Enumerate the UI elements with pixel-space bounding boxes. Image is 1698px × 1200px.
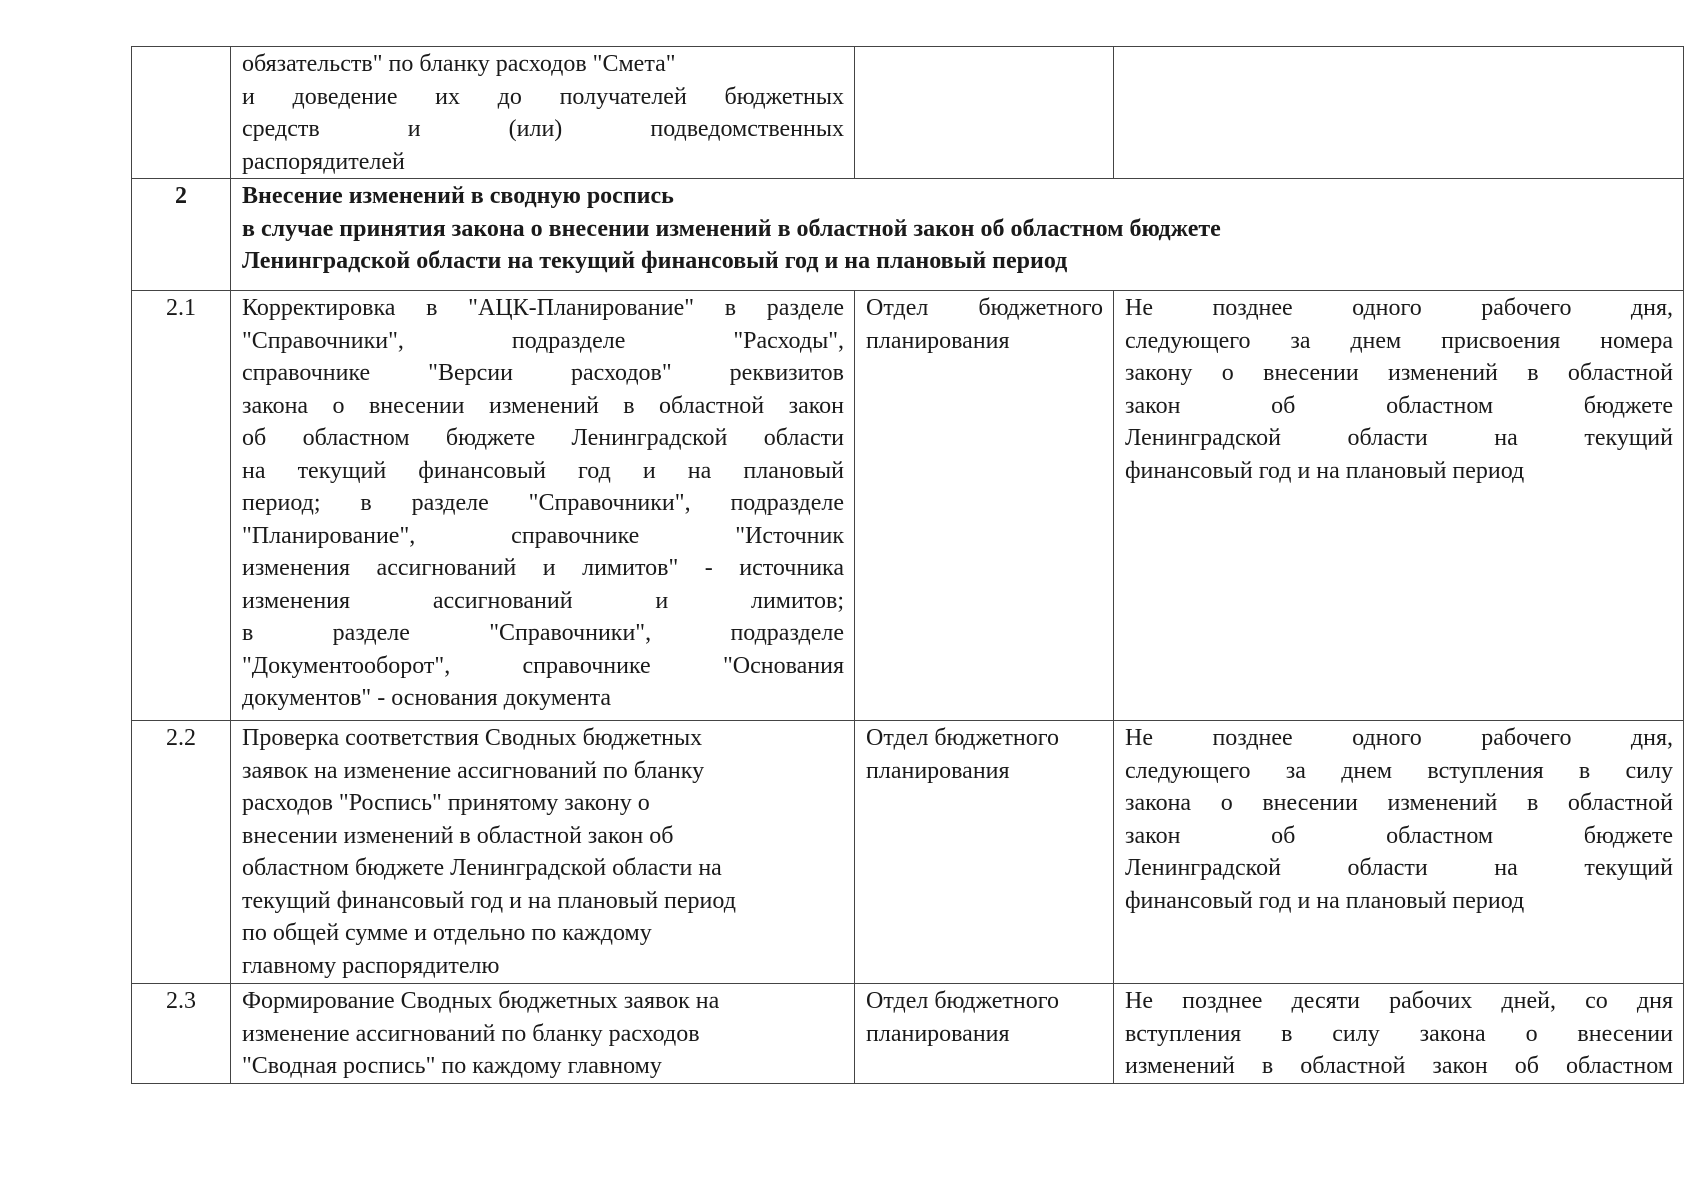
deadline-line: закону о внесении изменений в областной	[1125, 360, 1673, 386]
description-line: изменения ассигнований и лимитов" - источника	[242, 555, 844, 581]
description-line: "Планирование", справочнике "Источник	[242, 522, 844, 549]
description-line: изменения ассигнований и лимитов;	[242, 587, 844, 614]
responsible-line: Отдел бюджетного	[866, 295, 1103, 321]
deadline-cell	[1114, 984, 1684, 1084]
deadline-line: следующего за днем присвоения номера	[1125, 327, 1673, 354]
responsible-cell	[855, 721, 1114, 984]
table-row-2-2	[132, 721, 1684, 984]
section-title-cell	[231, 179, 1684, 291]
deadline-cell	[1114, 721, 1684, 984]
row-number-cell	[132, 721, 231, 984]
deadline-line: Не позднее одного рабочего дня,	[1125, 295, 1673, 321]
responsible-line: Отдел бюджетного	[866, 988, 1059, 1014]
responsible-line: планирования	[866, 1020, 1010, 1047]
description-line: распорядителей	[242, 148, 405, 175]
table-row-2-3	[132, 984, 1684, 1084]
deadline-line: вступления в силу закона о внесении	[1125, 1020, 1673, 1047]
description-line: текущий финансовый год и на плановый период	[242, 887, 736, 914]
deadline-line: финансовый год и на плановый период	[1125, 887, 1525, 914]
description-line: главному распорядителю	[242, 952, 500, 979]
description-line: в разделе "Справочники", подразделе	[242, 620, 844, 646]
deadline-line: следующего за днем вступления в силу	[1125, 757, 1673, 784]
row-number-cell	[132, 984, 231, 1084]
description-cell	[231, 984, 855, 1084]
procedure-table	[131, 46, 1684, 1084]
section-title-line: Внесение изменений в сводную роспись	[242, 183, 674, 209]
responsible-line: планирования	[866, 327, 1010, 354]
description-line: Формирование Сводных бюджетных заявок на	[242, 988, 720, 1014]
deadline-line: Ленинградской области на текущий	[1125, 425, 1673, 451]
responsible-cell	[855, 984, 1114, 1084]
description-line: на текущий финансовый год и на плановый	[242, 457, 844, 484]
responsible-line: Отдел бюджетного	[866, 725, 1059, 751]
responsible-cell	[855, 291, 1114, 721]
deadline-line: Не позднее одного рабочего дня,	[1125, 725, 1673, 751]
deadline-line: закон об областном бюджете	[1125, 392, 1673, 419]
description-line: по общей сумме и отдельно по каждому	[242, 920, 652, 946]
description-line: заявок на изменение ассигнований по бланку	[242, 757, 705, 784]
section-title-line: в случае принятия закона о внесении изменений в областной закон об областном бюджете	[242, 215, 1221, 242]
description-cell	[231, 291, 855, 721]
deadline-line: изменений в областной закон об областном	[1125, 1053, 1673, 1079]
description-line: и доведение их до получателей бюджетных	[242, 83, 844, 110]
deadline-line: финансовый год и на плановый период	[1125, 457, 1525, 484]
responsible-cell	[855, 47, 1114, 179]
section-number: 2	[175, 183, 187, 209]
row-number: 2.2	[166, 725, 196, 751]
deadline-cell	[1114, 291, 1684, 721]
description-line: "Сводная роспись" по каждому главному	[242, 1053, 662, 1079]
table-row-continuation	[132, 47, 1684, 179]
description-line: внесении изменений в областной закон об	[242, 822, 674, 849]
deadline-line: Ленинградской области на текущий	[1125, 855, 1673, 881]
deadline-line: закон об областном бюджете	[1125, 822, 1673, 849]
row-number-cell	[132, 291, 231, 721]
description-line: Проверка соответствия Сводных бюджетных	[242, 725, 703, 751]
description-line: "Справочники", подразделе "Расходы",	[242, 327, 844, 354]
description-line: расходов "Роспись" принятому закону о	[242, 790, 650, 816]
responsible-line: планирования	[866, 757, 1010, 784]
section-title-line: Ленинградской области на текущий финансовый год и на плановый период	[242, 248, 1068, 274]
row-number: 2.3	[166, 988, 196, 1014]
deadline-cell	[1114, 47, 1684, 179]
description-line: обязательств" по бланку расходов "Смета"	[242, 51, 676, 77]
section-number-cell	[132, 179, 231, 291]
description-line: средств и (или) подведомственных	[242, 116, 844, 142]
description-line: документов" - основания документа	[242, 685, 612, 711]
description-line: изменение ассигнований по бланку расходов	[242, 1020, 700, 1047]
row-number-cell	[132, 47, 231, 179]
description-line: Корректировка в "АЦК-Планирование" в разделе	[242, 295, 844, 321]
description-cell	[231, 721, 855, 984]
description-line: областном бюджете Ленинградской области на	[242, 855, 722, 881]
description-line: об областном бюджете Ленинградской области	[242, 425, 844, 451]
description-cell	[231, 47, 855, 179]
description-line: закона о внесении изменений в областной закон	[242, 392, 844, 419]
description-line: "Документооборот", справочнике "Основания	[242, 652, 844, 679]
table-row-2-1	[132, 291, 1684, 721]
deadline-line: закона о внесении изменений в областной	[1125, 790, 1673, 816]
description-line: справочнике "Версии расходов" реквизитов	[242, 360, 844, 386]
deadline-line: Не позднее десяти рабочих дней, со дня	[1125, 988, 1673, 1014]
section-header-row	[132, 179, 1684, 291]
description-line: период; в разделе "Справочники", подразделе	[242, 490, 844, 516]
row-number: 2.1	[166, 295, 196, 321]
